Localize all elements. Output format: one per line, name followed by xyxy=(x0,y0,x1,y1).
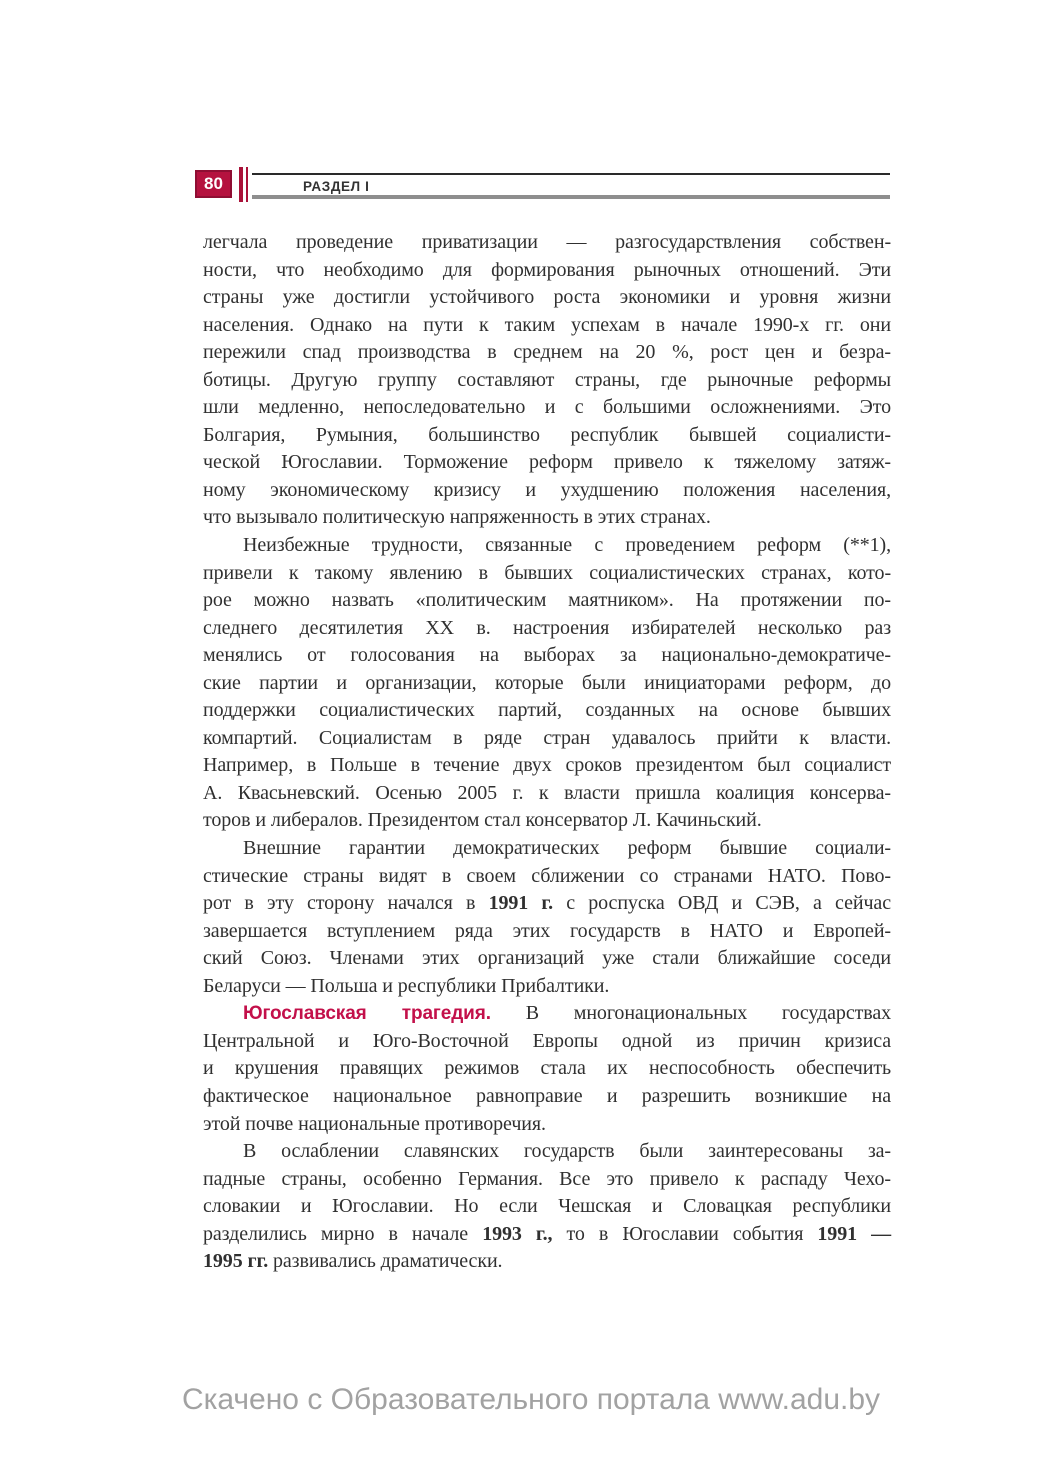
header-accent-bar xyxy=(246,167,248,202)
text-line: Болгария, Румыния, большинство республик бывшей социалисти- xyxy=(203,423,891,446)
text-block xyxy=(203,229,891,1276)
text-line xyxy=(203,1000,891,1028)
section-label: РАЗДЕЛ I xyxy=(303,179,370,194)
text-span: рот в эту сторону начался в xyxy=(203,892,489,915)
text-span: разделились мирно в начале xyxy=(203,1222,483,1245)
text-line: шли медленно, непоследовательно и с большими осложнениями. Это xyxy=(203,396,891,419)
text-line: фактическое национальное равноправие и разрешить возникшие на xyxy=(203,1084,891,1107)
text-line: поддержки социалистических партий, созданных на основе бывших xyxy=(203,699,891,722)
text-line: следнего десятилетия XX в. настроения избирателей несколько раз xyxy=(203,616,891,639)
bold-year: 1995 гг. xyxy=(203,1250,269,1273)
text-line: ский Союз. Членами этих организаций уже стали ближайшие соседи xyxy=(203,947,891,970)
bold-year: 1991 — xyxy=(817,1222,892,1245)
text-line: Например, в Польше в течение двух сроков президентом был социалист xyxy=(203,754,891,777)
text-line: Центральной и Юго-Восточной Европы одной из причин кризиса xyxy=(203,1029,891,1052)
text-line: что вызывало политическую напряженность в этих странах. xyxy=(203,506,711,529)
text-line: ские партии и организации, которые были инициаторами реформ, до xyxy=(203,671,891,694)
text-line: компартий. Социалистам в ряде стран удавалось прийти к власти. xyxy=(203,726,891,749)
text-span: с роспуска ОВД и СЭВ, а сейчас xyxy=(553,892,891,915)
text-line: торов и либералов. Президентом стал консерватор Л. Качиньский. xyxy=(203,809,762,832)
watermark-text: Скачено с Образовательного портала www.adu.by xyxy=(181,1383,881,1416)
paragraph xyxy=(203,229,891,532)
text-span: развивались драматически. xyxy=(268,1250,503,1273)
paragraph xyxy=(203,1000,891,1138)
text-line xyxy=(203,1221,891,1249)
header-accent-bar xyxy=(239,167,243,202)
text-line: словакии и Югославии. Но если Чешская и Словацкая республики xyxy=(203,1195,891,1218)
bold-year: 1993 г., xyxy=(482,1222,553,1245)
text-line: В ослаблении славянских государств были заинтересованы за- xyxy=(243,1140,891,1163)
text-line: ботицы. Другую группу составляют страны, где рыночные реформы xyxy=(203,368,891,391)
text-line: и крушения правящих режимов стала их неспособность обеспечить xyxy=(203,1057,891,1080)
text-span: В многонациональных государствах xyxy=(490,1002,891,1025)
text-line: стические страны видят в своем сближении со странами НАТО. Пово- xyxy=(203,864,891,887)
text-line xyxy=(203,1248,891,1276)
text-line: Неизбежные трудности, связанные с проведением реформ (**1), xyxy=(243,534,891,557)
text-line: страны уже достигли устойчивого роста экономики и уровня жизни xyxy=(203,286,891,309)
text-line: А. Квасьневский. Осенью 2005 г. к власти пришла коалиция консерва- xyxy=(203,781,891,804)
text-line: привели к такому явлению в бывших социалистических странах, кото- xyxy=(203,561,891,584)
paragraph xyxy=(203,1138,891,1276)
text-line xyxy=(203,890,891,918)
header-rule-bottom xyxy=(252,195,890,199)
header-rule-top xyxy=(252,173,890,175)
paragraph xyxy=(203,835,891,1000)
bold-year: 1991 г. xyxy=(488,892,554,915)
run-in-heading: Югославская трагедия. xyxy=(243,1003,491,1025)
text-line: завершается вступлением ряда этих государств в НАТО и Европей- xyxy=(203,919,891,942)
text-line: Внешние гарантии демократических реформ бывшие социали- xyxy=(243,837,891,860)
page-number-badge: 80 xyxy=(195,170,232,198)
text-line: ческой Югославии. Торможение реформ привело к тяжелому затяж- xyxy=(203,451,891,474)
text-line: ному экономическому кризису и ухудшению положения населения, xyxy=(203,478,891,501)
text-line: этой почве национальные противоречия. xyxy=(203,1112,546,1135)
text-line: ности, что необходимо для формирования рыночных отношений. Эти xyxy=(203,258,891,281)
text-line: легчала проведение приватизации — разгосударствления собствен- xyxy=(203,231,891,253)
paragraph xyxy=(203,532,891,835)
text-line: Беларуси — Польша и республики Прибалтики. xyxy=(203,974,610,997)
text-line: рое можно назвать «политическим маятником». На протяжении по- xyxy=(203,589,891,612)
text-line: менялись от голосования на выборах за национально-демократиче- xyxy=(203,644,891,667)
text-span: то в Югославии события xyxy=(552,1222,818,1245)
text-line: падные страны, особенно Германия. Все это привело к распаду Чехо- xyxy=(203,1167,891,1190)
text-line: пережили спад производства в среднем на 20 %, рост цен и безра- xyxy=(203,341,891,364)
text-line: населения. Однако на пути к таким успехам в начале 1990-х гг. они xyxy=(203,313,891,336)
